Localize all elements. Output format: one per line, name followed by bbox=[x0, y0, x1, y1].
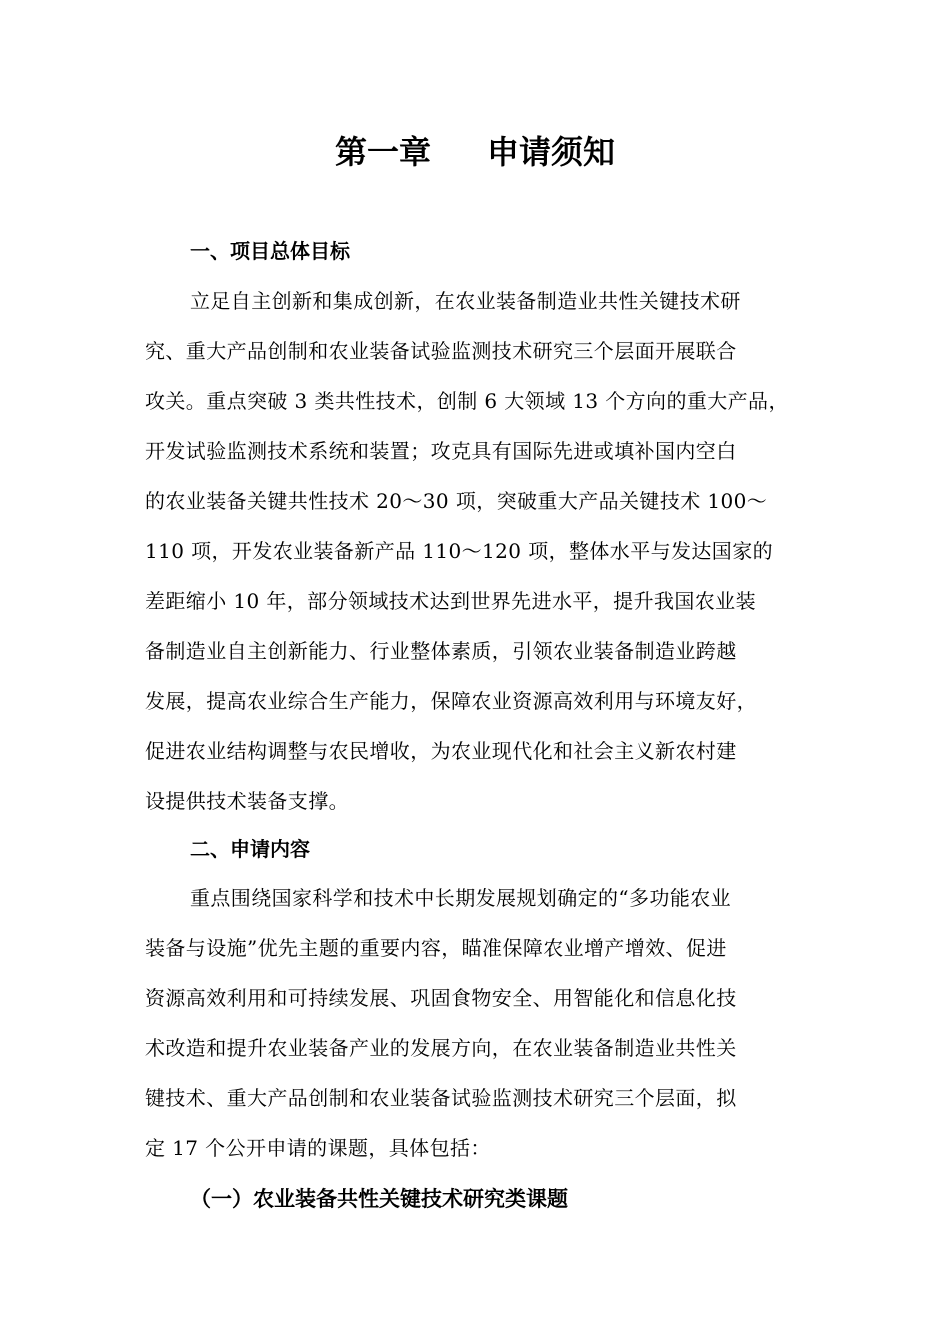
paragraph-line: 备制造业自主创新能力、行业整体素质，引领农业装备制造业跨越 bbox=[145, 639, 737, 663]
paragraph-line: 110 项，开发农业装备新产品 110～120 项，整体水平与发达国家的 bbox=[145, 539, 773, 563]
paragraph-content bbox=[145, 873, 825, 1173]
paragraph-line: 定 17 个公开申请的课题，具体包括： bbox=[145, 1136, 491, 1160]
chapter-number: 第一章 bbox=[334, 133, 431, 171]
paragraph-line: 设提供技术装备支撑。 bbox=[145, 789, 349, 813]
chapter-title bbox=[0, 128, 950, 176]
paragraph-line: 重点围绕国家科学和技术中长期发展规划确定的“多功能农业 bbox=[190, 886, 732, 910]
paragraph-goals bbox=[145, 276, 825, 826]
paragraph-line: 资源高效利用和可持续发展、巩固食物安全、用智能化和信息化技 bbox=[145, 986, 737, 1010]
paragraph-line: 立足自主创新和集成创新，在农业装备制造业共性关键技术研 bbox=[190, 289, 741, 313]
paragraph-line: 究、重大产品创制和农业装备试验监测技术研究三个层面开展联合 bbox=[145, 339, 737, 363]
paragraph-line: 开发试验监测技术系统和装置；攻克具有国际先进或填补国内空白 bbox=[145, 439, 737, 463]
section-heading-content: 二、申请内容 bbox=[190, 837, 310, 861]
section-heading-goals: 一、项目总体目标 bbox=[190, 239, 350, 263]
paragraph-line: 差距缩小 10 年，部分领域技术达到世界先进水平，提升我国农业装 bbox=[145, 589, 756, 613]
paragraph-line: 术改造和提升农业装备产业的发展方向，在农业装备制造业共性关 bbox=[145, 1036, 737, 1060]
chapter-name: 申请须知 bbox=[487, 133, 616, 171]
paragraph-line: 键技术、重大产品创制和农业装备试验监测技术研究三个层面，拟 bbox=[145, 1086, 737, 1110]
paragraph-line: 发展，提高农业综合生产能力，保障农业资源高效利用与环境友好， bbox=[145, 689, 757, 713]
subsection-heading: （一）农业装备共性关键技术研究类课题 bbox=[190, 1187, 568, 1211]
paragraph-line: 促进农业结构调整与农民增收，为农业现代化和社会主义新农村建 bbox=[145, 739, 737, 763]
paragraph-line: 攻关。重点突破 3 类共性技术，创制 6 大领域 13 个方向的重大产品， bbox=[145, 389, 789, 413]
paragraph-line: 的农业装备关键共性技术 20～30 项，突破重大产品关键技术 100～ bbox=[145, 489, 768, 513]
paragraph-line: 装备与设施”优先主题的重要内容，瞄准保障农业增产增效、促进 bbox=[145, 936, 727, 960]
